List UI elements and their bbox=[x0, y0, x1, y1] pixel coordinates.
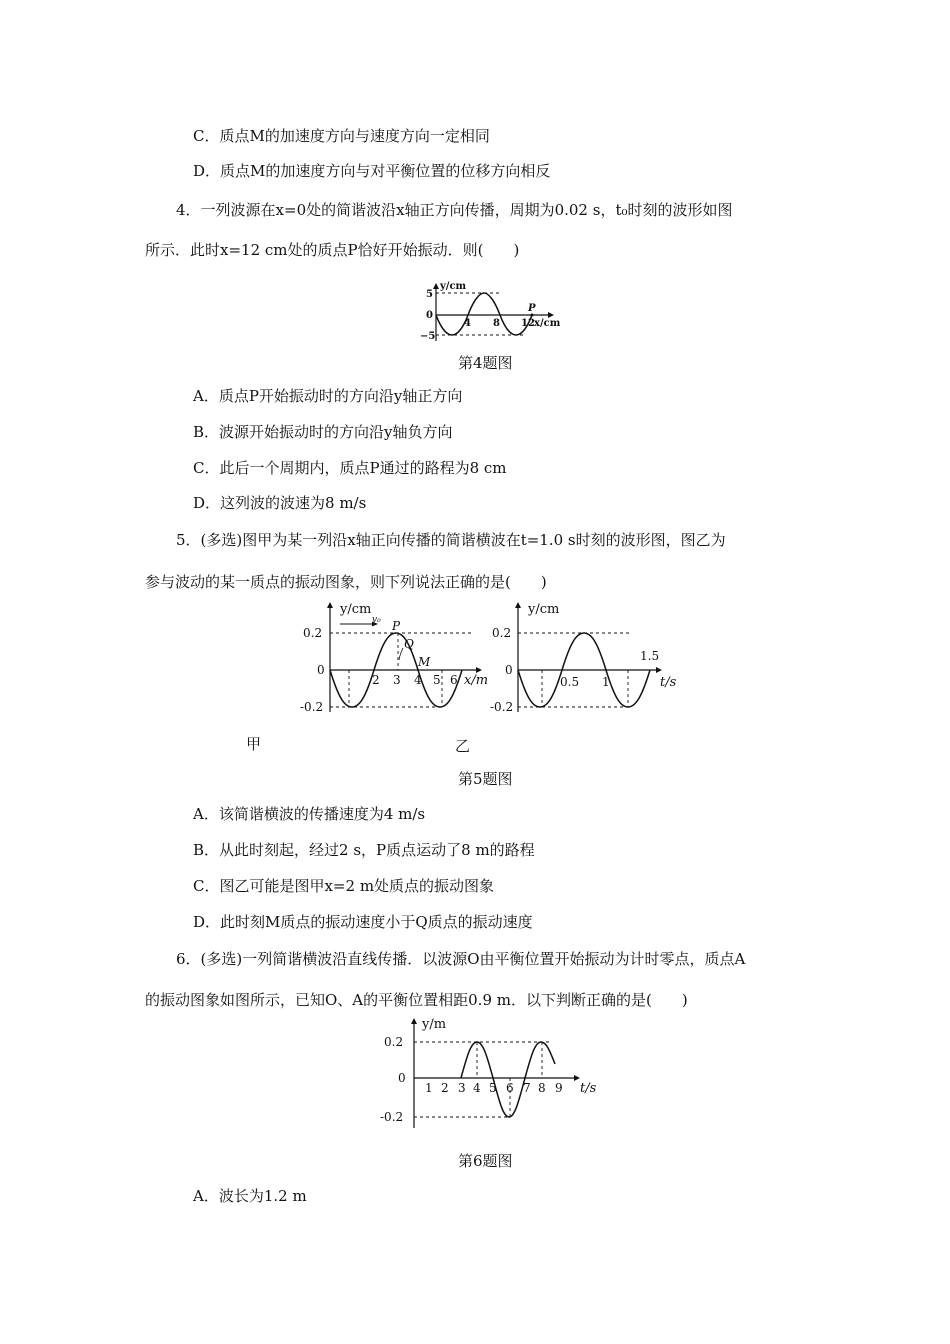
fig6-tick-02: 0.2 bbox=[384, 1035, 404, 1049]
fig5-jia-y-label: y/cm bbox=[340, 602, 372, 617]
fig6-tick-6: 6 bbox=[506, 1081, 514, 1095]
fig5-jia-y-arrow bbox=[327, 602, 333, 608]
q4-option-b: B．波源开始振动时的方向沿y轴负方向 bbox=[193, 423, 453, 441]
fig5-yi-tick-1: 1 bbox=[602, 675, 610, 689]
q6-stem-line1: 6．(多选)一列简谐横波沿直线传播．以波源O由平衡位置开始振动为计时零点，质点A bbox=[176, 950, 746, 968]
fig5-jia-wave-graph bbox=[300, 600, 500, 715]
q4-option-d: D．这列波的波速为8 m/s bbox=[193, 494, 367, 512]
fig6-y-arrow bbox=[411, 1018, 417, 1024]
fig5-jia-point-p: P bbox=[392, 619, 401, 633]
fig5-jia-tick-x5: 5 bbox=[433, 673, 441, 687]
fig5-yi-y-label: y/cm bbox=[528, 602, 560, 617]
q4-option-c: C．此后一个周期内，质点P通过的路程为8 cm bbox=[193, 459, 507, 477]
fig6-tick-neg02: -0.2 bbox=[380, 1110, 404, 1124]
fig5-jia-point-q: Q bbox=[404, 637, 414, 651]
fig4-wave-graph bbox=[420, 283, 570, 343]
q5-option-d: D．此时刻M质点的振动速度小于Q质点的振动速度 bbox=[193, 913, 533, 931]
fig5-jia-tick-02: 0.2 bbox=[303, 626, 323, 640]
fig4-x-label: x/cm bbox=[534, 318, 561, 329]
fig5-yi-tick-15: 1.5 bbox=[640, 649, 660, 663]
q5-option-b: B．从此时刻起，经过2 s，P质点运动了8 m的路程 bbox=[193, 841, 535, 859]
fig4-tick-x12: 12 bbox=[521, 318, 535, 329]
q4-stem-line2: 所示．此时x=12 cm处的质点P恰好开始振动．则( ) bbox=[145, 241, 520, 259]
fig4-y-arrow bbox=[433, 283, 439, 289]
fig4-wave-curve bbox=[436, 293, 532, 335]
fig5-jia-label: 甲 bbox=[246, 735, 262, 753]
fig6-tick-9: 9 bbox=[555, 1081, 563, 1095]
fig5-yi-tick-02: 0.2 bbox=[492, 626, 512, 640]
fig6-y-label: y/m bbox=[422, 1017, 447, 1032]
fig5-yi-tick-05: 0.5 bbox=[560, 675, 580, 689]
fig5-yi-label: 乙 bbox=[455, 737, 471, 755]
fig4-point-p-label: P bbox=[528, 303, 536, 314]
fig4-tick-0: 0 bbox=[426, 310, 433, 321]
q4-option-a: A．质点P开始振动时的方向沿y轴正方向 bbox=[193, 387, 463, 405]
fig6-caption: 第6题图 bbox=[458, 1152, 513, 1170]
fig4-caption: 第4题图 bbox=[458, 354, 513, 372]
fig6-wave-curve bbox=[461, 1042, 555, 1117]
fig6-vibration-graph bbox=[378, 1016, 618, 1136]
fig5-jia-tick-neg02: -0.2 bbox=[300, 700, 324, 714]
q6-option-a: A．波长为1.2 m bbox=[193, 1187, 307, 1205]
fig4-tick-5: 5 bbox=[426, 289, 433, 300]
fig5-jia-x-label: x/m bbox=[464, 673, 489, 688]
q4-stem-line1: 4．一列波源在x=0处的简谐波沿x轴正方向传播，周期为0.02 s，t₀时刻的波形如图 bbox=[176, 201, 733, 219]
q3-option-c: C．质点M的加速度方向与速度方向一定相同 bbox=[193, 127, 490, 145]
fig6-tick-1: 1 bbox=[425, 1081, 433, 1095]
fig6-x-label: t/s bbox=[580, 1081, 597, 1096]
fig5-jia-tick-0: 0 bbox=[317, 663, 325, 677]
fig6-tick-0: 0 bbox=[398, 1071, 406, 1085]
fig5-yi-x-label: t/s bbox=[660, 675, 677, 690]
fig4-tick-x4: 4 bbox=[464, 318, 471, 329]
fig4-tick-neg5: −5 bbox=[420, 331, 436, 342]
fig6-tick-7: 7 bbox=[523, 1081, 531, 1095]
fig5-yi-x-arrow bbox=[656, 667, 662, 673]
q3-option-d: D．质点M的加速度方向与对平衡位置的位移方向相反 bbox=[193, 162, 551, 180]
fig6-tick-4: 4 bbox=[473, 1081, 481, 1095]
fig4-y-label: y/cm bbox=[440, 281, 467, 292]
q5-option-a: A．该简谐横波的传播速度为4 m/s bbox=[193, 805, 426, 823]
q5-option-c: C．图乙可能是图甲x=2 m处质点的振动图象 bbox=[193, 877, 495, 895]
fig6-tick-2: 2 bbox=[441, 1081, 449, 1095]
fig6-tick-8: 8 bbox=[538, 1081, 546, 1095]
q5-stem-line2: 参与波动的某一质点的振动图象，则下列说法正确的是( ) bbox=[145, 573, 547, 591]
fig5-jia-tick-x3: 3 bbox=[393, 673, 401, 687]
fig5-yi-tick-neg02: -0.2 bbox=[490, 700, 514, 714]
fig5-jia-tick-x4: 4 bbox=[414, 673, 422, 687]
q6-stem-line2: 的振动图象如图所示，已知O、A的平衡位置相距0.9 m．以下判断正确的是( ) bbox=[145, 991, 688, 1009]
fig4-tick-x8: 8 bbox=[493, 318, 500, 329]
fig5-jia-q-motion-arrow bbox=[399, 648, 403, 660]
fig5-jia-velocity-label: v₀ bbox=[372, 615, 381, 625]
fig5-yi-vibration-graph bbox=[490, 600, 690, 715]
fig5-caption: 第5题图 bbox=[458, 770, 513, 788]
q5-stem-line1: 5．(多选)图甲为某一列沿x轴正向传播的简谐横波在t=1.0 s时刻的波形图，图乙为 bbox=[176, 531, 726, 549]
fig6-tick-3: 3 bbox=[458, 1081, 466, 1095]
fig5-jia-tick-x6: 6 bbox=[450, 673, 458, 687]
fig5-jia-point-m: M bbox=[418, 655, 431, 669]
fig6-tick-5: 5 bbox=[489, 1081, 497, 1095]
fig5-jia-tick-x2: 2 bbox=[372, 673, 380, 687]
fig5-yi-y-arrow bbox=[515, 602, 521, 608]
fig5-yi-tick-0: 0 bbox=[505, 663, 513, 677]
